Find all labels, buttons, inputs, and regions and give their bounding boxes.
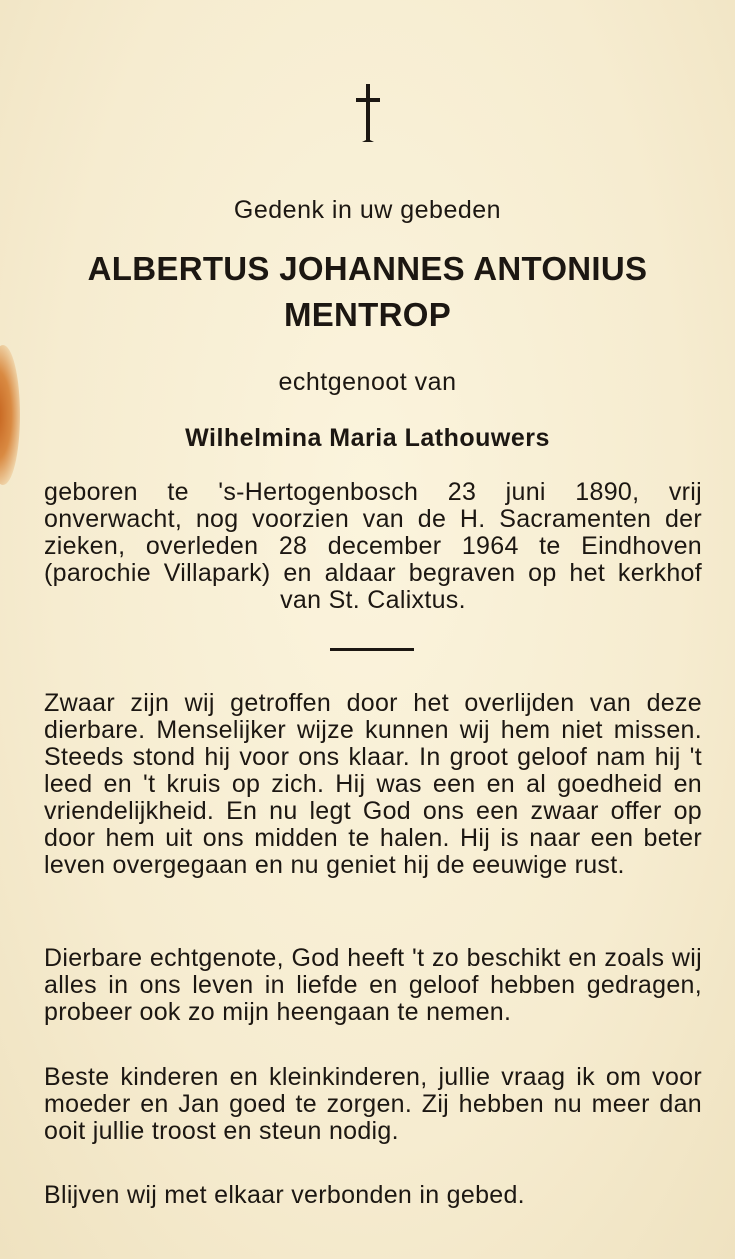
biography-paragraph: geboren te 's-Hertogenbosch 23 juni 1890, vrij onverwacht, nog voorzien van de H. Sacramenten der zieken, overleden 28 december 1964 te Eindhoven (parochie Villapark) en aldaar begraven op het kerkhof van St. Calixtus. <box>44 478 702 614</box>
deceased-name-line1: ALBERTUS JOHANNES ANTONIUS <box>87 250 648 287</box>
message-paragraph-2: Dierbare echtgenote, God heeft 't zo beschikt en zoals wij alles in ons leven in liefde en geloof hebben gedragen, probeer ook zo mijn heengaan te nemen. <box>44 944 702 1026</box>
message-paragraph-4: Blijven wij met elkaar verbonden in gebed. <box>44 1181 525 1209</box>
spouse-label: echtgenoot van <box>278 368 457 396</box>
spouse-name: Wilhelmina Maria Lathouwers <box>185 424 550 452</box>
message-paragraph-3: Beste kinderen en kleinkinderen, jullie vraag ik om voor moeder en Jan goed te zorgen. Zij hebben nu meer dan ooit jullie troost en steun nodig. <box>44 1063 702 1145</box>
age-stain <box>0 345 20 485</box>
divider <box>330 648 414 651</box>
deceased-name-line2: MENTROP <box>283 296 452 333</box>
intro-text: Gedenk in uw gebeden <box>233 196 502 224</box>
cross-icon <box>0 82 735 144</box>
message-paragraph-1: Zwaar zijn wij getroffen door het overlijden van deze dierbare. Menselijker wijze kunnen wij hem niet missen. Steeds stond hij voor ons klaar. In groot geloof nam hij 't leed en 't kruis op zich. Hij was een en al goedheid en vriendelijkheid. En nu legt God ons een zwaar offer op door hem uit ons midden te halen. Hij is naar een beter leven overgegaan en nu geniet hij de eeuwige rust. <box>44 689 702 879</box>
